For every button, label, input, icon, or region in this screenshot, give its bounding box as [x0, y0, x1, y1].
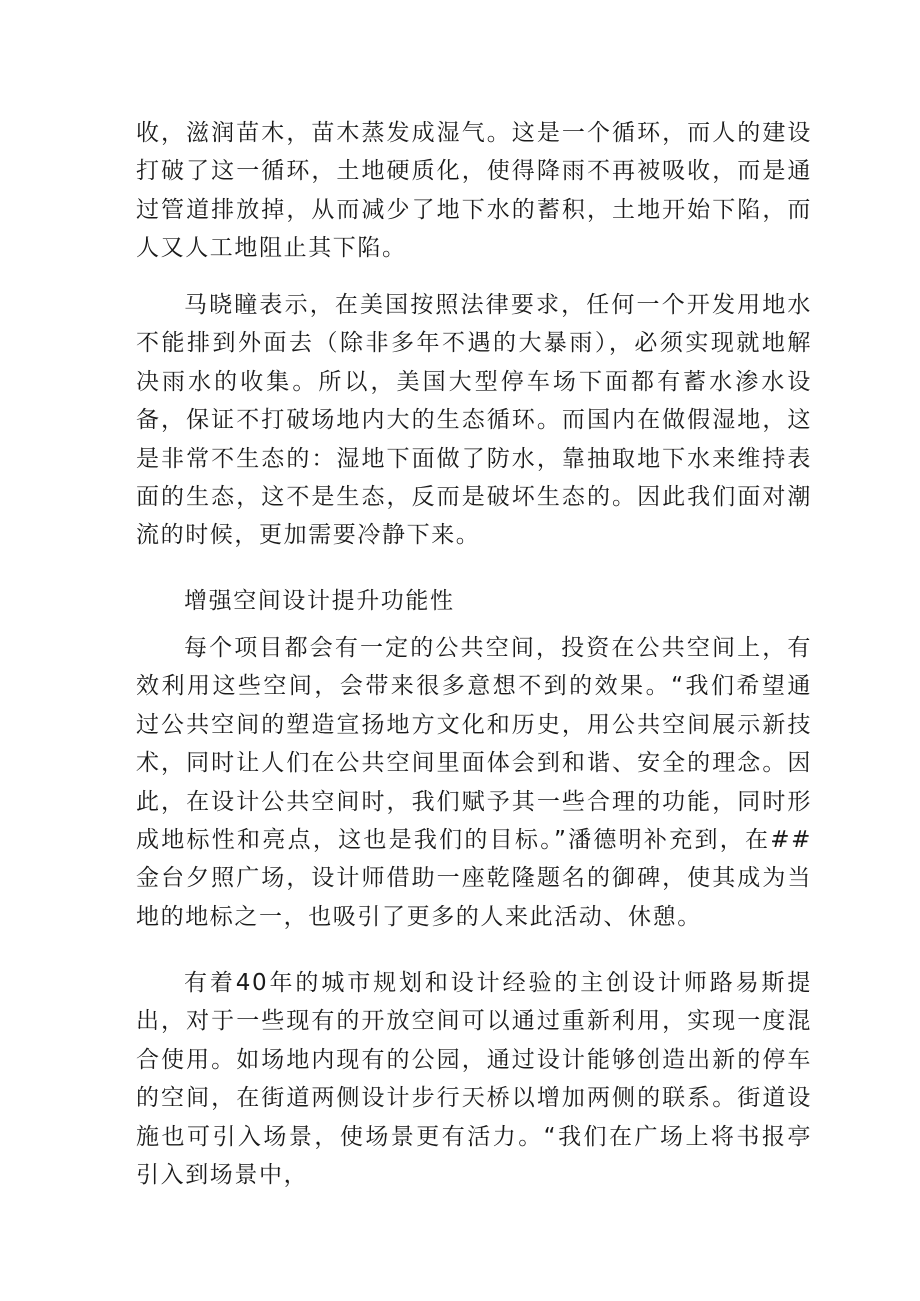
- section-heading: 增强空间设计提升功能性: [184, 588, 455, 614]
- paragraph-ma-xiaotong: 马晓瞳表示，在美国按照法律要求，任何一个开发用地水不能排到外面去（除非多年不遇的大暴雨），必须实现就地解决雨水的收集。所以，美国大型停车场下面都有蓄水渗水设备，保证不打破场地内大的生态循环。而国内在做假湿地，这是非常不生态的：湿地下面做了防水，靠抽取地下水来维持表面的生态，这不是生态，反而是破坏生态的。因此我们面对潮流的时候，更加需要冷静下来。: [136, 292, 812, 549]
- paragraph-continuation: 收，滋润苗木，苗木蒸发成湿气。这是一个循环，而人的建设打破了这一循环，土地硬质化，使得降雨不再被吸收，而是通过管道排放掉，从而减少了地下水的蓄积，土地开始下陷，而人又人工地阻止其下陷。: [136, 120, 812, 262]
- paragraph-public-space: 每个项目都会有一定的公共空间，投资在公共空间上，有效利用这些空间，会带来很多意想不到的效果。“我们希望通过公共空间的塑造宣扬地方文化和历史，用公共空间展示新技术，同时让人们在公共空间里面体会到和谐、安全的理念。因此，在设计公共空间时，我们赋予其一些合理的功能，同时形成地标性和亮点，这也是我们的目标。”潘德明补充到，在##金台夕照广场，设计师借助一座乾隆题名的御碑，使其成为当地的地标之一，也吸引了更多的人来此活动、休憩。: [136, 635, 812, 930]
- paragraph-louis: 有着40年的城市规划和设计经验的主创设计师路易斯提出，对于一些现有的开放空间可以通过重新利用，实现一度混合使用。如场地内现有的公园，通过设计能够创造出新的停车的空间，在街道两侧设计步行天桥以增加两侧的联系。街道设施也可引入场景，使场景更有活力。“我们在广场上将书报亭引入到场景中，: [136, 970, 812, 1189]
